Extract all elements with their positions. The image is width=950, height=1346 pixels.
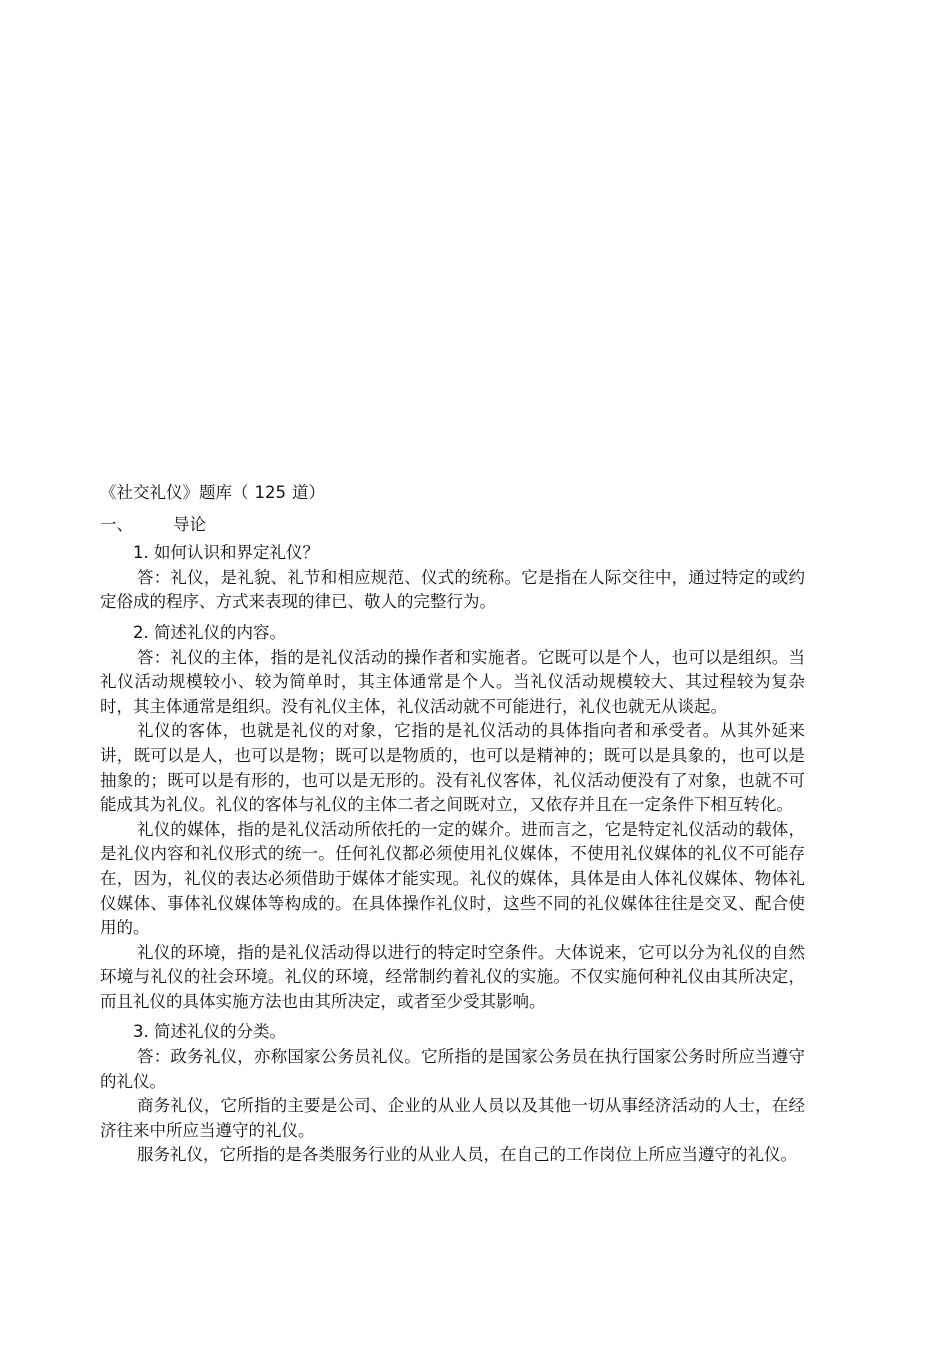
answer-paragraph: 商务礼仪，它所指的主要是公司、企业的从业人员以及其他一切从事经济活动的人士，在经济往来中所应当遵守的礼仪。 bbox=[100, 1096, 805, 1140]
question-heading: 2. 简述礼仪的内容。 bbox=[133, 622, 286, 642]
question-block-3 bbox=[100, 1020, 805, 1168]
section-title: 导论 bbox=[173, 514, 206, 534]
section-heading bbox=[100, 513, 805, 538]
answer-paragraph: 礼仪的客体，也就是礼仪的对象，它指的是礼仪活动的具体指向者和承受者。从其外延来讲，既可以是人，也可以是物；既可以是物质的，也可以是精神的；既可以是具象的，也可以是抽象的；既可以是有形的，也可以是无形的。没有礼仪客体，礼仪活动便没有了对象，也就不可能成其为礼仪。礼仪的客体与礼仪的主体二者之间既对立，又依存并且在一定条件下相互转化。 bbox=[100, 721, 805, 815]
answer-paragraph: 服务礼仪，它所指的是各类服务行业的从业人员，在自己的工作岗位上所应当遵守的礼仪。 bbox=[137, 1145, 797, 1165]
document-title bbox=[100, 481, 805, 506]
answer-paragraph: 礼仪的媒体，指的是礼仪活动所依托的一定的媒介。进而言之，它是特定礼仪活动的载体，是礼仪内容和礼仪形式的统一。任何礼仪都必须使用礼仪媒体，不使用礼仪媒体的礼仪不可能存在，因为，礼仪的表达必须借助于媒体才能实现。礼仪的媒体，具体是由人体礼仪媒体、物体礼仪媒体、事体礼仪媒体等构成的。在具体操作礼仪时，这些不同的礼仪媒体往往是交叉、配合使用的。 bbox=[100, 819, 805, 938]
question-block-2 bbox=[100, 621, 805, 1015]
title-count: 125 bbox=[254, 483, 286, 502]
section-number: 一、 bbox=[100, 514, 133, 534]
question-block-1 bbox=[100, 541, 805, 615]
question-heading: 3. 简述礼仪的分类。 bbox=[133, 1022, 286, 1042]
answer-paragraph: 答：礼仪的主体，指的是礼仪活动的操作者和实施者。它既可以是个人，也可以是组织。当礼仪活动规模较小、较为简单时，其主体通常是个人。当礼仪活动规模较大、其过程较为复杂时，其主体通常是组织。没有礼仪主体，礼仪活动就不可能进行，礼仪也就无从谈起。 bbox=[100, 647, 805, 716]
question-heading: 1. 如何认识和界定礼仪？ bbox=[133, 543, 319, 563]
answer-paragraph: 答：礼仪，是礼貌、礼节和相应规范、仪式的统称。它是指在人际交往中，通过特定的或约定俗成的程序、方式来表现的律已、敬人的完整行为。 bbox=[100, 567, 805, 612]
answer-paragraph: 答：政务礼仪，亦称国家公务员礼仪。它所指的是国家公务员在执行国家公务时所应当遵守的礼仪。 bbox=[100, 1047, 805, 1091]
title-suffix: 道） bbox=[292, 483, 325, 502]
document-body bbox=[100, 481, 805, 1174]
title-prefix: 《社交礼仪》题库（ bbox=[100, 483, 249, 502]
answer-paragraph: 礼仪的环境，指的是礼仪活动得以进行的特定时空条件。大体说来，它可以分为礼仪的自然环境与礼仪的社会环境。礼仪的环境，经常制约着礼仪的实施。不仅实施何种礼仪由其所决定，而且礼仪的具体实施方法也由其所决定，或者至少受其影响。 bbox=[100, 942, 805, 1011]
